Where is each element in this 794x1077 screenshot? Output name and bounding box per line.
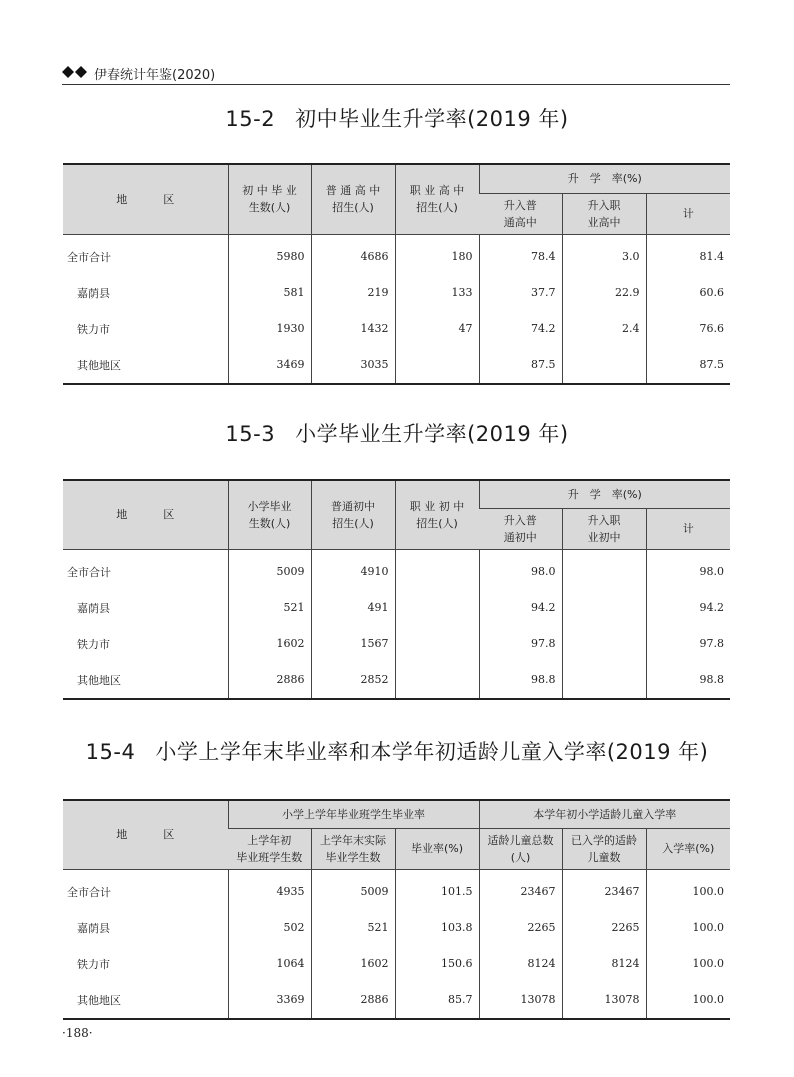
table-15-4	[63, 799, 730, 1020]
value-cell: 23467	[562, 869, 646, 910]
region-header: 地 区	[63, 480, 228, 549]
value-cell: 3469	[228, 347, 311, 384]
vocational-junior-enrollment-header: 职 业 初 中 招生(人)	[395, 480, 479, 549]
value-cell: 2.4	[562, 311, 646, 347]
value-cell: 133	[395, 275, 479, 311]
value-cell	[562, 549, 646, 590]
value-cell: 97.8	[646, 626, 730, 662]
region-cell: 全市合计	[67, 250, 111, 264]
enrollment-rate-group-header: 本学年初小学适龄儿童入学率	[479, 800, 730, 828]
value-cell: 87.5	[479, 347, 562, 384]
graduates-header: 初 中 毕 业 生数(人)	[228, 164, 311, 234]
table-caption: 小学上学年末毕业率和本学年初适龄儿童入学率(2019 年)	[155, 740, 709, 764]
value-cell: 502	[228, 910, 311, 946]
value-cell: 8124	[562, 946, 646, 982]
value-cell: 5009	[311, 869, 395, 910]
table-row	[63, 275, 730, 311]
graduation-rate-header: 毕业率(%)	[395, 828, 479, 869]
value-cell: 100.0	[646, 982, 730, 1019]
value-cell: 101.5	[395, 869, 479, 910]
enrollment-rate-header: 入学率(%)	[646, 828, 730, 869]
table-15-2	[63, 163, 730, 385]
value-cell: 581	[228, 275, 311, 311]
general-junior-enrollment-header: 普通初中 招生(人)	[311, 480, 395, 549]
region-header: 地 区	[63, 800, 228, 869]
graduates-header: 小学毕业 生数(人)	[228, 480, 311, 549]
table-row	[63, 590, 730, 626]
value-cell: 1930	[228, 311, 311, 347]
yearbook-title: 伊春统计年鉴(2020)	[94, 68, 216, 83]
general-high-enrollment-header: 普 通 高 中 招生(人)	[311, 164, 395, 234]
table-number: 15-2	[225, 107, 276, 131]
table-15-4-title	[0, 736, 794, 766]
value-cell: 100.0	[646, 869, 730, 910]
table-row	[63, 347, 730, 384]
region-header: 地 区	[63, 164, 228, 234]
value-cell: 219	[311, 275, 395, 311]
value-cell: 23467	[479, 869, 562, 910]
value-cell: 37.7	[479, 275, 562, 311]
value-cell	[395, 626, 479, 662]
region-cell: 铁力市	[77, 637, 110, 651]
value-cell: 98.8	[646, 662, 730, 699]
value-cell: 4910	[311, 549, 395, 590]
value-cell: 150.6	[395, 946, 479, 982]
value-cell	[562, 347, 646, 384]
value-cell: 1064	[228, 946, 311, 982]
region-cell: 其他地区	[63, 982, 228, 1019]
value-cell: 94.2	[646, 590, 730, 626]
table-row	[63, 549, 730, 590]
value-cell: 47	[395, 311, 479, 347]
value-cell: 1432	[311, 311, 395, 347]
value-cell: 85.7	[395, 982, 479, 1019]
value-cell: 4935	[228, 869, 311, 910]
table-row	[63, 626, 730, 662]
value-cell: 98.0	[479, 549, 562, 590]
rate-vocational-header: 升入职 业初中	[562, 508, 646, 549]
diamond-bullets-icon	[62, 66, 90, 78]
initial-graduating-students-header: 上学年初 毕业班学生数	[228, 828, 311, 869]
table-row	[63, 982, 730, 1019]
promotion-rate-group-header: 升 学 率(%)	[479, 164, 730, 193]
value-cell: 74.2	[479, 311, 562, 347]
value-cell: 2852	[311, 662, 395, 699]
value-cell	[562, 590, 646, 626]
region-cell: 其他地区	[63, 347, 228, 384]
value-cell: 5980	[228, 234, 311, 275]
table-row	[63, 946, 730, 982]
value-cell	[395, 347, 479, 384]
actual-graduates-header: 上学年末实际 毕业学生数	[311, 828, 395, 869]
value-cell: 8124	[479, 946, 562, 982]
region-cell: 其他地区	[63, 662, 228, 699]
value-cell: 98.0	[646, 549, 730, 590]
value-cell: 2265	[479, 910, 562, 946]
value-cell: 3035	[311, 347, 395, 384]
rate-vocational-header: 升入职 业高中	[562, 193, 646, 234]
running-header	[62, 62, 730, 85]
table-row	[63, 662, 730, 699]
rate-general-header: 升入普 通高中	[479, 193, 562, 234]
region-cell: 全市合计	[67, 565, 111, 579]
value-cell	[395, 662, 479, 699]
promotion-rate-group-header: 升 学 率(%)	[479, 480, 730, 508]
value-cell: 98.8	[479, 662, 562, 699]
rate-general-header: 升入普 通初中	[479, 508, 562, 549]
table-row	[63, 311, 730, 347]
enrolled-children-header: 已入学的适龄 儿童数	[562, 828, 646, 869]
table-number: 15-3	[225, 422, 276, 446]
value-cell: 1602	[311, 946, 395, 982]
region-cell: 嘉荫县	[77, 921, 110, 935]
region-cell: 嘉荫县	[77, 286, 110, 300]
graduation-rate-group-header: 小学上学年毕业班学生毕业率	[228, 800, 479, 828]
value-cell: 100.0	[646, 946, 730, 982]
value-cell: 4686	[311, 234, 395, 275]
table-15-2-title	[0, 103, 794, 133]
value-cell	[395, 549, 479, 590]
value-cell	[562, 662, 646, 699]
table-caption: 初中毕业生升学率(2019 年)	[295, 107, 569, 131]
table-row	[63, 910, 730, 946]
school-age-children-header: 适龄儿童总数 (人)	[479, 828, 562, 869]
value-cell: 491	[311, 590, 395, 626]
value-cell	[562, 626, 646, 662]
value-cell: 3369	[228, 982, 311, 1019]
value-cell: 100.0	[646, 910, 730, 946]
value-cell: 2886	[311, 982, 395, 1019]
value-cell: 60.6	[646, 275, 730, 311]
value-cell: 103.8	[395, 910, 479, 946]
value-cell	[395, 590, 479, 626]
value-cell: 1602	[228, 626, 311, 662]
value-cell: 97.8	[479, 626, 562, 662]
table-number: 15-4	[85, 740, 136, 764]
table-15-3-title	[0, 418, 794, 448]
value-cell: 5009	[228, 549, 311, 590]
value-cell: 180	[395, 234, 479, 275]
value-cell: 2265	[562, 910, 646, 946]
vocational-high-enrollment-header: 职 业 高 中 招生(人)	[395, 164, 479, 234]
value-cell: 81.4	[646, 234, 730, 275]
value-cell: 94.2	[479, 590, 562, 626]
value-cell: 2886	[228, 662, 311, 699]
region-cell: 铁力市	[77, 322, 110, 336]
rate-total-header: 计	[646, 193, 730, 234]
value-cell: 3.0	[562, 234, 646, 275]
region-cell: 嘉荫县	[77, 601, 110, 615]
table-row	[63, 869, 730, 910]
region-cell: 全市合计	[67, 885, 111, 899]
region-cell: 铁力市	[77, 957, 110, 971]
rate-total-header: 计	[646, 508, 730, 549]
value-cell: 13078	[562, 982, 646, 1019]
value-cell: 13078	[479, 982, 562, 1019]
page-number: ·188·	[62, 1026, 93, 1040]
table-row	[63, 234, 730, 275]
value-cell: 87.5	[646, 347, 730, 384]
table-caption: 小学毕业生升学率(2019 年)	[295, 422, 569, 446]
value-cell: 76.6	[646, 311, 730, 347]
value-cell: 78.4	[479, 234, 562, 275]
value-cell: 22.9	[562, 275, 646, 311]
value-cell: 521	[311, 910, 395, 946]
table-15-3	[63, 479, 730, 700]
value-cell: 1567	[311, 626, 395, 662]
value-cell: 521	[228, 590, 311, 626]
